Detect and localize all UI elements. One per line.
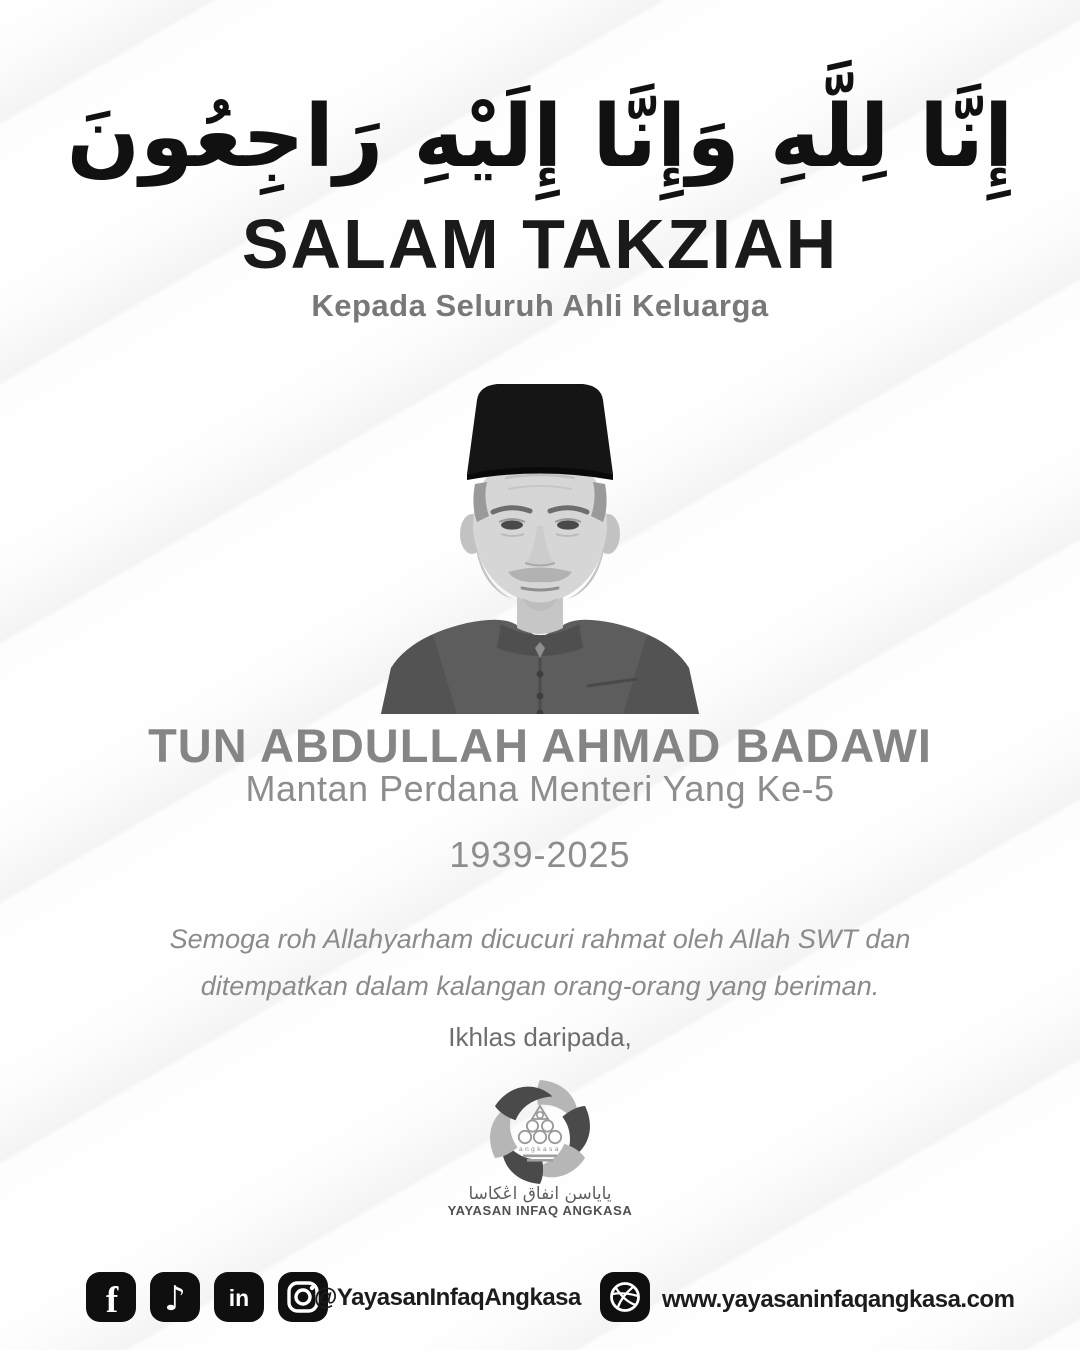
linkedin-icon [214, 1272, 264, 1322]
tribute-message [0, 916, 1080, 1010]
facebook-icon [86, 1272, 136, 1322]
poster-subtitle: Kepada Seluruh Ahli Keluarga [311, 288, 769, 323]
tribute-line-2: ditempatkan dalam kalangan orang-orang yang beriman. [200, 971, 880, 1001]
deceased-role: Mantan Perdana Menteri Yang Ke-5 [245, 768, 835, 809]
poster-title: SALAM TAKZIAH [241, 205, 839, 283]
website-button[interactable] [600, 1272, 650, 1322]
organization-logo [480, 1076, 600, 1188]
svg-text:f: f [105, 1280, 119, 1321]
facebook-button[interactable] [86, 1272, 136, 1322]
pinwheel-logo-icon [480, 1076, 600, 1188]
deceased-years: 1939-2025 [449, 834, 631, 875]
organization-name-jawi: ياياسن انفاق اڠكاسا [468, 1184, 612, 1204]
svg-text:in: in [228, 1285, 250, 1311]
website-url[interactable]: www.yayasaninfaqangkasa.com [662, 1286, 1015, 1313]
closing-text: Ikhlas daripada, [448, 1022, 632, 1052]
social-icons-row [86, 1272, 328, 1322]
svg-text:♪: ♪ [164, 1279, 186, 1319]
deceased-portrait [375, 366, 705, 714]
website-globe-icon [600, 1272, 650, 1322]
organization-name: YAYASAN INFAQ ANGKASA [447, 1203, 633, 1218]
tiktok-button[interactable] [150, 1272, 200, 1322]
linkedin-button[interactable] [214, 1272, 264, 1322]
logo-word: angkasa [518, 1146, 562, 1153]
istirja-calligraphy: إِنَّا لِلَّهِ وَإِنَّا إِلَيْهِ رَاجِعُونَ [66, 87, 1014, 187]
portrait-illustration [375, 366, 705, 714]
tiktok-icon [150, 1272, 200, 1322]
tribute-line-1: Semoga roh Allahyarham dicucuri rahmat oleh Allah SWT dan [169, 924, 911, 954]
deceased-name: TUN ABDULLAH AHMAD BADAWI [148, 719, 932, 772]
social-handle[interactable]: @YayasanInfaqAngkasa [314, 1284, 581, 1311]
